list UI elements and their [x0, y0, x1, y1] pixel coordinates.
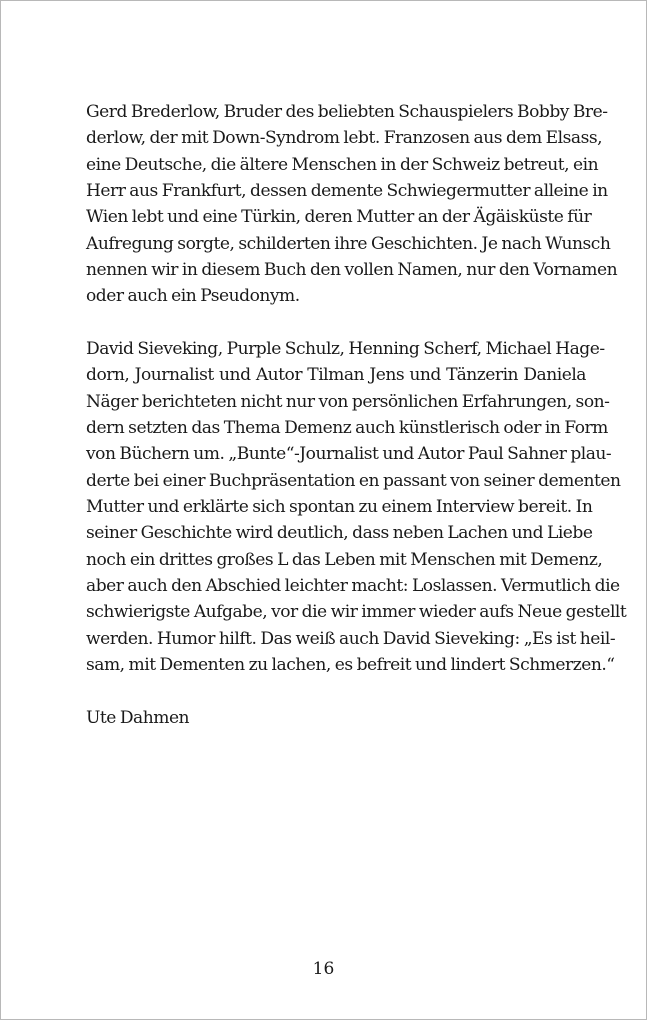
body-text	[86, 99, 627, 731]
text-line: derte bei einer Buchpräsentation en passant von seiner dementen	[86, 470, 621, 491]
author-signature: Ute Dahmen	[86, 707, 190, 728]
text-line: dern setzten das Thema Demenz auch künstlerisch oder in Form	[86, 417, 608, 438]
text-line: derlow, der mit Down-Syndrom lebt. Franzosen aus dem Elsass,	[86, 128, 603, 149]
text-line: schwierigste Aufgabe, vor die wir immer wieder aufs Neue gestellt	[86, 602, 627, 623]
text-line: eine Deutsche, die ältere Menschen in der Schweiz betreut, ein	[86, 154, 599, 175]
text-line: von Büchern um. „Bunte“-Journalist und Autor Paul Sahner plau-	[86, 444, 612, 465]
text-line: dorn, Journalist und Autor Tilman Jens und Tänzerin Daniela	[86, 365, 586, 386]
text-line: David Sieveking, Purple Schulz, Henning Scherf, Michael Hage-	[86, 338, 605, 359]
text-line: Aufregung sorgte, schilderten ihre Geschichten. Je nach Wunsch	[86, 233, 611, 254]
text-line: aber auch den Abschied leichter macht: Loslassen. Vermutlich die	[86, 575, 620, 596]
text-line: sam, mit Dementen zu lachen, es befreit und lindert Schmerzen.“	[86, 654, 615, 675]
paragraph-2	[86, 336, 627, 678]
text-line: Wien lebt und eine Türkin, deren Mutter an der Ägäisküste für	[86, 207, 592, 228]
text-line: nennen wir in diesem Buch den vollen Namen, nur den Vornamen	[86, 259, 618, 280]
text-line: Gerd Brederlow, Bruder des beliebten Schauspielers Bobby Bre-	[86, 102, 608, 122]
paragraph-spacer	[86, 678, 586, 704]
text-line: oder auch ein Pseudonym.	[86, 286, 300, 307]
text-line: Mutter und erklärte sich spontan zu einem Interview bereit. In	[86, 496, 593, 517]
text-line: noch ein drittes großes L das Leben mit Menschen mit Demenz,	[86, 549, 603, 570]
paragraph-1	[86, 99, 618, 310]
text-line: seiner Geschichte wird deutlich, dass neben Lachen und Liebe	[86, 523, 593, 544]
text-line: Herr aus Frankfurt, dessen demente Schwiegermutter alleine in	[86, 180, 608, 201]
paragraph-spacer	[86, 310, 586, 336]
text-line: werden. Humor hilft. Das weiß auch David Sieveking: „Es ist heil-	[86, 628, 616, 649]
page-number: 16	[312, 959, 335, 979]
text-line: Näger berichteten nicht nur von persönlichen Erfahrungen, son-	[86, 391, 610, 412]
